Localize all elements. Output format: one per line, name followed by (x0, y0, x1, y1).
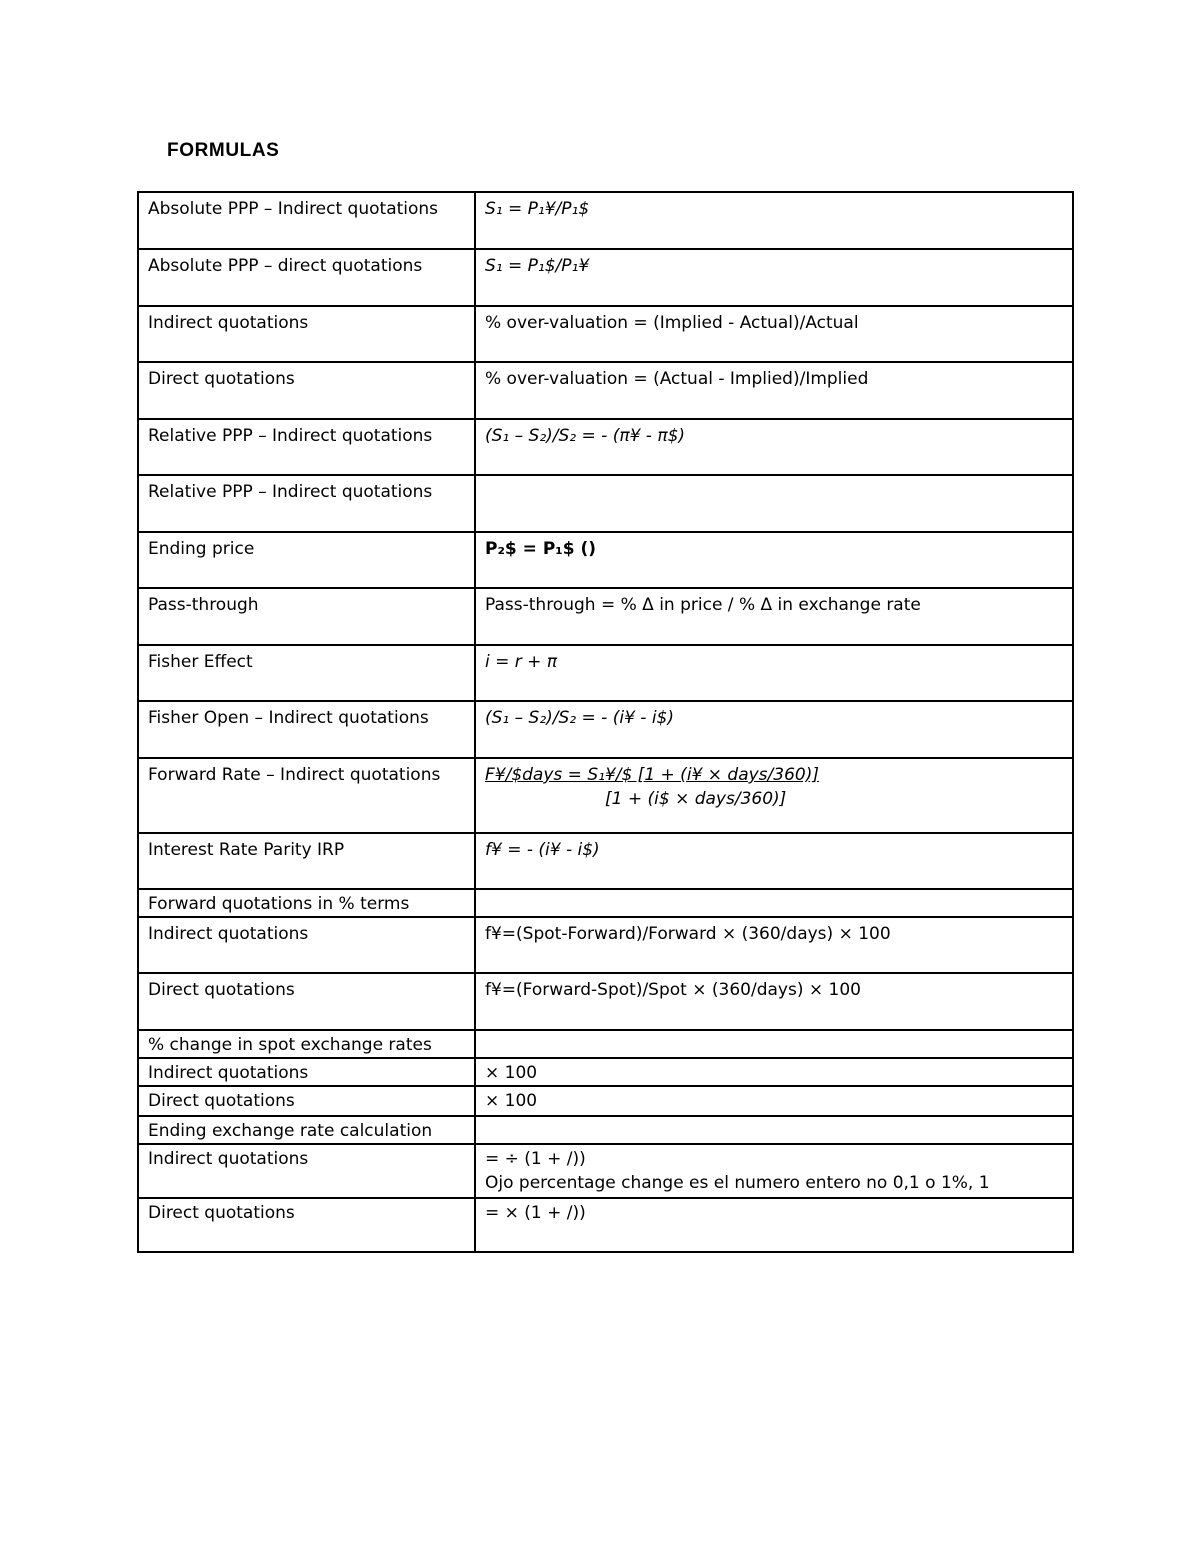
table-row (138, 973, 1073, 1030)
row-formula-cell (475, 758, 1073, 833)
table-row (138, 532, 1073, 588)
row-label: Absolute PPP – Indirect quotations (138, 192, 475, 249)
row-formula: f¥ = - (i¥ - i$) (475, 833, 1073, 889)
row-formula: S₁ = P₁¥/P₁$ (475, 192, 1073, 249)
row-label: Forward Rate – Indirect quotations (138, 758, 475, 833)
row-label: Direct quotations (138, 362, 475, 419)
table-row (138, 249, 1073, 306)
table-row (138, 306, 1073, 362)
row-formula: × 100 (475, 1058, 1073, 1086)
row-label: Direct quotations (138, 973, 475, 1030)
table-row (138, 645, 1073, 701)
row-label: Interest Rate Parity IRP (138, 833, 475, 889)
section-label: % change in spot exchange rates (138, 1030, 475, 1058)
row-label: Fisher Effect (138, 645, 475, 701)
row-formula: (S₁ – S₂)/S₂ = - (π¥ - π$) (475, 419, 1073, 475)
table-row (138, 588, 1073, 645)
table-row (138, 758, 1073, 833)
row-formula: f¥=(Spot-Forward)/Forward × (360/days) × 100 (475, 917, 1073, 973)
table-row (138, 362, 1073, 419)
table-row (138, 701, 1073, 758)
table-row (138, 1144, 1073, 1198)
table-row (138, 1030, 1073, 1058)
row-label: Indirect quotations (138, 1058, 475, 1086)
row-label: Direct quotations (138, 1198, 475, 1252)
row-formula: S₁ = P₁$/P₁¥ (475, 249, 1073, 306)
table-row (138, 1198, 1073, 1252)
row-formula: % over-valuation = (Implied - Actual)/Actual (475, 306, 1073, 362)
row-formula: (S₁ – S₂)/S₂ = - (i¥ - i$) (475, 701, 1073, 758)
row-formula (475, 475, 1073, 532)
row-label: Indirect quotations (138, 1144, 475, 1198)
ending-rate-formula: = ÷ (1 + /)) (485, 1149, 586, 1169)
row-formula: × 100 (475, 1086, 1073, 1116)
table-row (138, 1116, 1073, 1144)
page-title: FORMULAS (167, 140, 280, 161)
table-row (138, 833, 1073, 889)
row-formula (475, 1116, 1073, 1144)
table-row (138, 1058, 1073, 1086)
row-formula (475, 1030, 1073, 1058)
row-formula: f¥=(Forward-Spot)/Spot × (360/days) × 100 (475, 973, 1073, 1030)
section-label: Forward quotations in % terms (138, 889, 475, 917)
table-row (138, 419, 1073, 475)
row-label: Relative PPP – Indirect quotations (138, 419, 475, 475)
forward-rate-denominator: [1 + (i$ × days/360)] (605, 789, 787, 809)
formulas-table (137, 191, 1074, 1253)
table-row (138, 917, 1073, 973)
row-label: Direct quotations (138, 1086, 475, 1116)
table-row (138, 1086, 1073, 1116)
row-label: Pass-through (138, 588, 475, 645)
row-formula: Pass-through = % Δ in price / % Δ in exchange rate (475, 588, 1073, 645)
row-label: Absolute PPP – direct quotations (138, 249, 475, 306)
row-label: Indirect quotations (138, 917, 475, 973)
row-formula-cell (475, 1144, 1073, 1198)
table-row (138, 475, 1073, 532)
row-label: Indirect quotations (138, 306, 475, 362)
ending-rate-note: Ojo percentage change es el numero entero no 0,1 o 1%, 1 (485, 1173, 990, 1193)
section-label: Ending exchange rate calculation (138, 1116, 475, 1144)
row-formula (475, 889, 1073, 917)
row-label: Ending price (138, 532, 475, 588)
row-label: Relative PPP – Indirect quotations (138, 475, 475, 532)
table-row (138, 192, 1073, 249)
table-row (138, 889, 1073, 917)
forward-rate-numerator: F¥/$days = S₁¥/$ [1 + (i¥ × days/360)] (485, 765, 819, 785)
row-label: Fisher Open – Indirect quotations (138, 701, 475, 758)
row-formula: = × (1 + /)) (475, 1198, 1073, 1252)
row-formula: % over-valuation = (Actual - Implied)/Implied (475, 362, 1073, 419)
row-formula: P₂$ = P₁$ () (475, 532, 1073, 588)
row-formula: i = r + π (475, 645, 1073, 701)
